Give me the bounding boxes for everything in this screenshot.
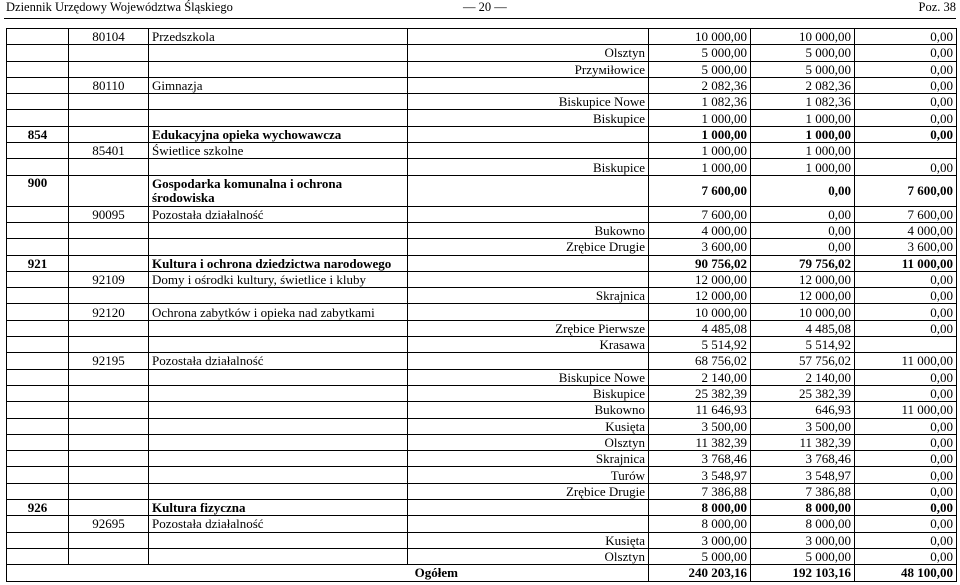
locality-name: Biskupice Nowe	[408, 369, 649, 385]
amount-current: 1 000,00	[751, 143, 855, 159]
amount-property: 0,00	[855, 451, 957, 467]
table-row	[7, 500, 957, 516]
table-row	[7, 94, 957, 110]
division-code	[7, 304, 69, 320]
locality-name: Zrębice Drugie	[408, 483, 649, 499]
amount-property: 0,00	[855, 320, 957, 336]
amount-total: 68 756,02	[649, 353, 751, 369]
locality-name	[408, 516, 649, 532]
item-name	[149, 45, 408, 61]
chapter-code: 92695	[69, 516, 149, 532]
table-row	[7, 451, 957, 467]
amount-total: 3 600,00	[649, 239, 751, 255]
amount-property: 7 600,00	[855, 206, 957, 222]
amount-property: 0,00	[855, 304, 957, 320]
table-row	[7, 483, 957, 499]
item-name	[149, 402, 408, 418]
chapter-code	[69, 532, 149, 548]
chapter-code	[69, 175, 149, 206]
table-row	[7, 369, 957, 385]
division-code	[7, 61, 69, 77]
division-code	[7, 77, 69, 93]
chapter-code	[69, 222, 149, 238]
amount-current: 3 500,00	[751, 418, 855, 434]
amount-property: 0,00	[855, 532, 957, 548]
item-name	[149, 369, 408, 385]
table-row	[7, 385, 957, 401]
amount-property: 0,00	[855, 159, 957, 175]
amount-property: 0,00	[855, 45, 957, 61]
item-name	[149, 110, 408, 126]
division-code	[7, 288, 69, 304]
amount-total: 4 485,08	[649, 320, 751, 336]
amount-property: 0,00	[855, 516, 957, 532]
table-row	[7, 271, 957, 287]
amount-total: 12 000,00	[649, 271, 751, 287]
division-code: 900	[7, 175, 69, 206]
division-code	[7, 483, 69, 499]
item-name: Pozostała działalność	[149, 516, 408, 532]
item-name	[149, 159, 408, 175]
division-code	[7, 110, 69, 126]
table-row	[7, 288, 957, 304]
amount-total: 1 000,00	[649, 159, 751, 175]
item-name	[149, 434, 408, 450]
item-name: Edukacyjna opieka wychowawcza	[149, 126, 408, 142]
total-current: 192 103,16	[751, 565, 855, 581]
chapter-code	[69, 255, 149, 271]
item-name: Przedszkola	[149, 29, 408, 45]
table-row	[7, 353, 957, 369]
header-divider	[4, 18, 956, 19]
item-name: Gospodarka komunalna i ochrona środowiska	[149, 175, 408, 206]
table-row	[7, 418, 957, 434]
division-code	[7, 45, 69, 61]
division-code	[7, 467, 69, 483]
item-name: Kultura i ochrona dziedzictwa narodowego	[149, 255, 408, 271]
amount-total: 1 000,00	[649, 126, 751, 142]
amount-current: 25 382,39	[751, 385, 855, 401]
total-label: Ogółem	[7, 565, 649, 581]
total-row	[7, 565, 957, 581]
item-name	[149, 532, 408, 548]
amount-property: 0,00	[855, 110, 957, 126]
amount-current: 2 082,36	[751, 77, 855, 93]
amount-current: 0,00	[751, 206, 855, 222]
amount-total: 7 600,00	[649, 206, 751, 222]
amount-property: 0,00	[855, 369, 957, 385]
locality-name	[408, 175, 649, 206]
table-row	[7, 239, 957, 255]
amount-property: 0,00	[855, 126, 957, 142]
division-code: 921	[7, 255, 69, 271]
locality-name	[408, 271, 649, 287]
amount-property: 0,00	[855, 61, 957, 77]
division-code	[7, 206, 69, 222]
amount-current: 3 768,46	[751, 451, 855, 467]
chapter-code: 92195	[69, 353, 149, 369]
table-row	[7, 516, 957, 532]
division-code	[7, 434, 69, 450]
table-row	[7, 402, 957, 418]
chapter-code	[69, 288, 149, 304]
amount-property: 0,00	[855, 467, 957, 483]
amount-total: 90 756,02	[649, 255, 751, 271]
division-code	[7, 353, 69, 369]
division-code	[7, 385, 69, 401]
locality-name: Turów	[408, 467, 649, 483]
amount-property: 7 600,00	[855, 175, 957, 206]
amount-total: 10 000,00	[649, 304, 751, 320]
item-name: Gimnazja	[149, 77, 408, 93]
amount-current: 3 000,00	[751, 532, 855, 548]
item-name	[149, 222, 408, 238]
division-code	[7, 516, 69, 532]
division-code	[7, 239, 69, 255]
chapter-code: 92120	[69, 304, 149, 320]
journal-title: Dziennik Urzędowy Województwa Śląskiego	[6, 0, 233, 14]
amount-total: 5 514,92	[649, 337, 751, 353]
chapter-code	[69, 434, 149, 450]
chapter-code	[69, 45, 149, 61]
item-name: Świetlice szkolne	[149, 143, 408, 159]
amount-total: 3 000,00	[649, 532, 751, 548]
locality-name	[408, 29, 649, 45]
amount-property: 0,00	[855, 483, 957, 499]
locality-name: Biskupice	[408, 385, 649, 401]
chapter-code	[69, 418, 149, 434]
total-amount: 240 203,16	[649, 565, 751, 581]
amount-property: 0,00	[855, 271, 957, 287]
amount-current: 10 000,00	[751, 304, 855, 320]
amount-current: 0,00	[751, 175, 855, 206]
item-name	[149, 483, 408, 499]
amount-property: 0,00	[855, 548, 957, 564]
locality-name: Bukowno	[408, 222, 649, 238]
amount-current: 5 514,92	[751, 337, 855, 353]
total-property: 48 100,00	[855, 565, 957, 581]
budget-table-body	[7, 29, 957, 565]
amount-total: 7 386,88	[649, 483, 751, 499]
division-code	[7, 402, 69, 418]
table-row	[7, 77, 957, 93]
division-code	[7, 451, 69, 467]
division-code	[7, 94, 69, 110]
item-name: Pozostała działalność	[149, 206, 408, 222]
locality-name: Biskupice Nowe	[408, 94, 649, 110]
table-row	[7, 532, 957, 548]
amount-property: 0,00	[855, 29, 957, 45]
amount-total: 1 000,00	[649, 110, 751, 126]
locality-name: Kusięta	[408, 418, 649, 434]
amount-property: 11 000,00	[855, 255, 957, 271]
chapter-code: 80110	[69, 77, 149, 93]
table-row	[7, 222, 957, 238]
amount-property	[855, 143, 957, 159]
amount-total: 5 000,00	[649, 61, 751, 77]
locality-name: Biskupice	[408, 159, 649, 175]
chapter-code	[69, 483, 149, 499]
chapter-code	[69, 467, 149, 483]
locality-name: Kusięta	[408, 532, 649, 548]
amount-current: 1 082,36	[751, 94, 855, 110]
amount-current: 79 756,02	[751, 255, 855, 271]
chapter-code: 80104	[69, 29, 149, 45]
amount-property	[855, 337, 957, 353]
table-row	[7, 126, 957, 142]
amount-current: 57 756,02	[751, 353, 855, 369]
amount-property: 0,00	[855, 94, 957, 110]
item-name	[149, 94, 408, 110]
table-row	[7, 110, 957, 126]
amount-total: 5 000,00	[649, 548, 751, 564]
item-name	[149, 467, 408, 483]
amount-current: 12 000,00	[751, 288, 855, 304]
table-row	[7, 320, 957, 336]
amount-total: 12 000,00	[649, 288, 751, 304]
amount-current: 646,93	[751, 402, 855, 418]
locality-name	[408, 126, 649, 142]
locality-name	[408, 206, 649, 222]
chapter-code	[69, 548, 149, 564]
amount-property: 11 000,00	[855, 402, 957, 418]
locality-name: Biskupice	[408, 110, 649, 126]
amount-current: 7 386,88	[751, 483, 855, 499]
chapter-code	[69, 239, 149, 255]
amount-total: 1 082,36	[649, 94, 751, 110]
division-code	[7, 337, 69, 353]
item-name: Ochrona zabytków i opieka nad zabytkami	[149, 304, 408, 320]
amount-property: 0,00	[855, 500, 957, 516]
amount-property: 11 000,00	[855, 353, 957, 369]
page-number: — 20 —	[463, 0, 507, 14]
item-name	[149, 337, 408, 353]
amount-current: 3 548,97	[751, 467, 855, 483]
amount-total: 4 000,00	[649, 222, 751, 238]
division-code	[7, 29, 69, 45]
chapter-code	[69, 159, 149, 175]
amount-current: 10 000,00	[751, 29, 855, 45]
amount-property: 0,00	[855, 434, 957, 450]
table-row	[7, 61, 957, 77]
amount-total: 1 000,00	[649, 143, 751, 159]
amount-property: 0,00	[855, 385, 957, 401]
chapter-code: 90095	[69, 206, 149, 222]
table-row	[7, 467, 957, 483]
division-code	[7, 271, 69, 287]
chapter-code	[69, 385, 149, 401]
item-name	[149, 385, 408, 401]
table-row	[7, 304, 957, 320]
amount-current: 0,00	[751, 222, 855, 238]
division-code	[7, 532, 69, 548]
chapter-code	[69, 94, 149, 110]
amount-total: 3 500,00	[649, 418, 751, 434]
position-number: Poz. 38	[918, 0, 956, 14]
chapter-code	[69, 337, 149, 353]
division-code	[7, 143, 69, 159]
amount-current: 1 000,00	[751, 126, 855, 142]
table-row	[7, 29, 957, 45]
chapter-code	[69, 451, 149, 467]
division-code	[7, 548, 69, 564]
table-row	[7, 548, 957, 564]
amount-current: 8 000,00	[751, 516, 855, 532]
table-row	[7, 159, 957, 175]
table-row	[7, 143, 957, 159]
locality-name	[408, 353, 649, 369]
table-row	[7, 255, 957, 271]
chapter-code	[69, 320, 149, 336]
page-header	[0, 0, 960, 14]
locality-name: Zrębice Pierwsze	[408, 320, 649, 336]
locality-name	[408, 255, 649, 271]
amount-total: 8 000,00	[649, 516, 751, 532]
table-row	[7, 45, 957, 61]
locality-name	[408, 500, 649, 516]
item-name: Domy i ośrodki kultury, świetlice i kluby	[149, 271, 408, 287]
item-name: Pozostała działalność	[149, 353, 408, 369]
table-row	[7, 206, 957, 222]
item-name	[149, 320, 408, 336]
chapter-code: 85401	[69, 143, 149, 159]
division-code	[7, 222, 69, 238]
amount-property: 4 000,00	[855, 222, 957, 238]
locality-name	[408, 143, 649, 159]
locality-name: Skrajnica	[408, 451, 649, 467]
locality-name: Skrajnica	[408, 288, 649, 304]
item-name	[149, 451, 408, 467]
item-name: Kultura fizyczna	[149, 500, 408, 516]
amount-total: 11 646,93	[649, 402, 751, 418]
item-name	[149, 61, 408, 77]
amount-current: 11 382,39	[751, 434, 855, 450]
amount-total: 3 768,46	[649, 451, 751, 467]
amount-current: 5 000,00	[751, 45, 855, 61]
amount-current: 0,00	[751, 239, 855, 255]
division-code: 854	[7, 126, 69, 142]
chapter-code	[69, 402, 149, 418]
item-name	[149, 548, 408, 564]
locality-name: Przyміłowice	[408, 61, 649, 77]
amount-total: 2 082,36	[649, 77, 751, 93]
division-code: 926	[7, 500, 69, 516]
locality-name: Olsztyn	[408, 434, 649, 450]
amount-current: 8 000,00	[751, 500, 855, 516]
amount-property: 3 600,00	[855, 239, 957, 255]
amount-current: 12 000,00	[751, 271, 855, 287]
amount-current: 4 485,08	[751, 320, 855, 336]
division-code	[7, 418, 69, 434]
locality-name: Olsztyn	[408, 45, 649, 61]
table-row	[7, 337, 957, 353]
division-code	[7, 369, 69, 385]
table-row	[7, 175, 957, 206]
amount-current: 2 140,00	[751, 369, 855, 385]
item-name	[149, 418, 408, 434]
chapter-code	[69, 61, 149, 77]
amount-current: 5 000,00	[751, 548, 855, 564]
locality-name: Zrębice Drugie	[408, 239, 649, 255]
chapter-code	[69, 500, 149, 516]
chapter-code	[69, 126, 149, 142]
amount-total: 8 000,00	[649, 500, 751, 516]
chapter-code	[69, 110, 149, 126]
amount-current: 1 000,00	[751, 110, 855, 126]
amount-current: 1 000,00	[751, 159, 855, 175]
amount-total: 2 140,00	[649, 369, 751, 385]
locality-name	[408, 77, 649, 93]
chapter-code	[69, 369, 149, 385]
division-code	[7, 159, 69, 175]
locality-name: Olsztyn	[408, 548, 649, 564]
amount-total: 5 000,00	[649, 45, 751, 61]
locality-name: Bukowno	[408, 402, 649, 418]
amount-property: 0,00	[855, 288, 957, 304]
amount-current: 5 000,00	[751, 61, 855, 77]
chapter-code: 92109	[69, 271, 149, 287]
table-row	[7, 434, 957, 450]
item-name	[149, 239, 408, 255]
amount-total: 10 000,00	[649, 29, 751, 45]
amount-total: 3 548,97	[649, 467, 751, 483]
amount-total: 25 382,39	[649, 385, 751, 401]
amount-property: 0,00	[855, 418, 957, 434]
division-code	[7, 320, 69, 336]
budget-table	[6, 28, 957, 582]
locality-name	[408, 304, 649, 320]
amount-total: 11 382,39	[649, 434, 751, 450]
item-name	[149, 288, 408, 304]
locality-name: Krasawa	[408, 337, 649, 353]
amount-total: 7 600,00	[649, 175, 751, 206]
amount-property: 0,00	[855, 77, 957, 93]
